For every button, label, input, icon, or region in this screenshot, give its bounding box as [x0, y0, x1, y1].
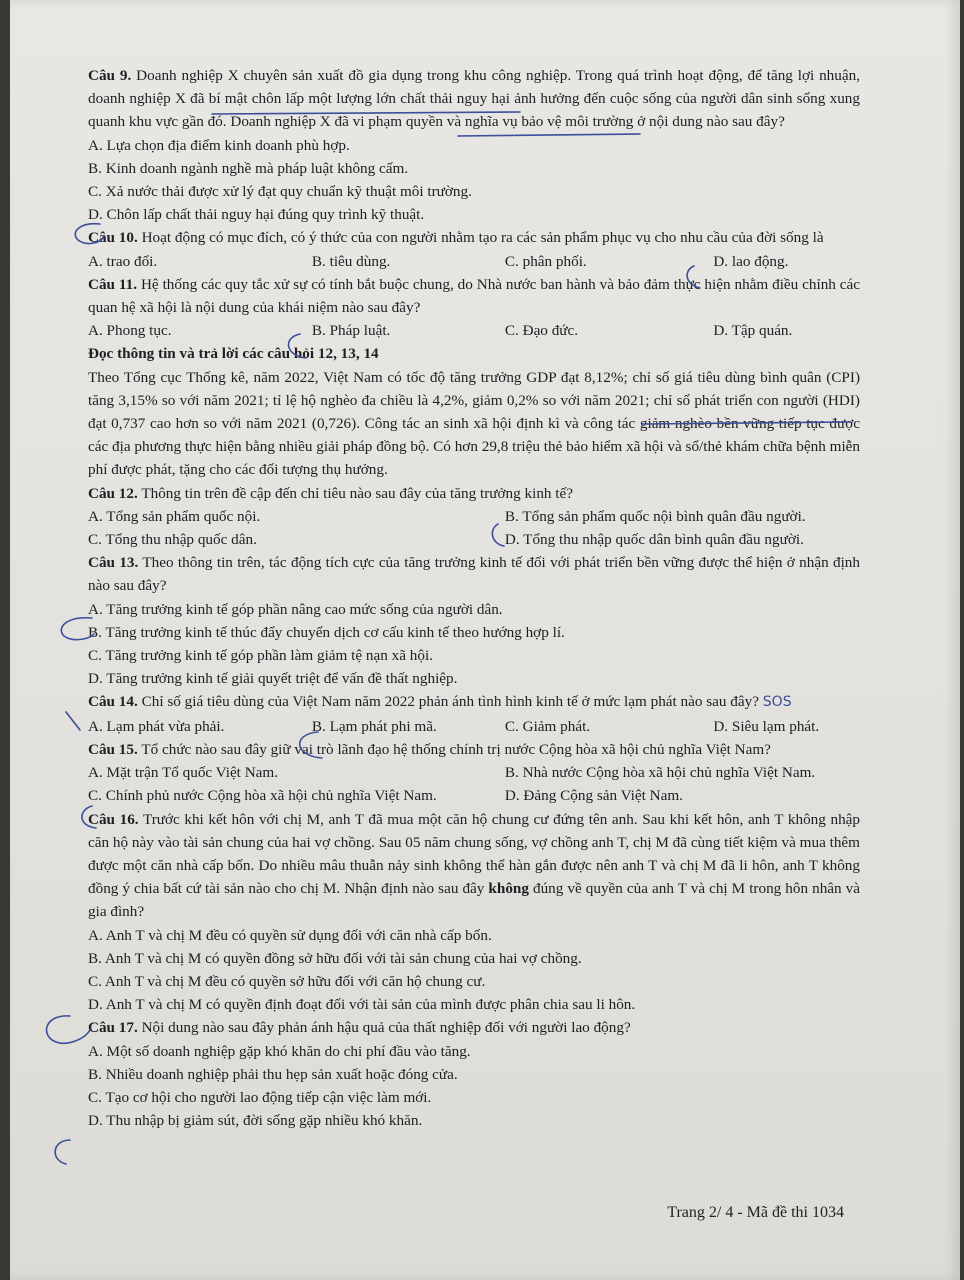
q11-option-d: D. Tập quán.: [713, 322, 793, 340]
question-stem: Chỉ số giá tiêu dùng của Việt Nam năm 2022 phản ánh tình hình kinh tế ở mức lạm phát nào sau đây?: [141, 693, 759, 711]
q15-option-d: D. Đảng Cộng sản Việt Nam.: [504, 787, 683, 805]
q13-option-d: D. Tăng trưởng kinh tế giải quyết triệt để vấn đề thất nghiệp.: [88, 670, 458, 688]
question-13: [88, 551, 860, 597]
q17-option-a: A. Một số doanh nghiệp gặp khó khăn do chi phí đầu vào tăng.: [88, 1042, 471, 1060]
q16-option-c: C. Anh T và chị M đều có quyền sở hữu đối với căn hộ chung cư.: [88, 972, 486, 990]
q10-options: [88, 250, 860, 273]
question-label: Câu 12.: [88, 484, 138, 502]
q14-options: [88, 715, 860, 738]
q10-option-a: A. trao đổi.: [88, 252, 158, 270]
question-label: Câu 15.: [88, 740, 138, 758]
exam-content: [88, 64, 860, 1132]
question-stem: Nội dung nào sau đây phản ánh hậu quả của thất nghiệp đối với người lao động?: [141, 1019, 631, 1037]
q11-option-c: C. Đạo đức.: [504, 322, 579, 340]
q15-option-b: B. Nhà nước Cộng hòa xã hội chủ nghĩa Việt Nam.: [504, 764, 816, 782]
q10-option-d: D. lao động.: [713, 252, 789, 270]
q14-option-c: C. Giảm phát.: [504, 717, 591, 735]
question-label: Câu 11.: [88, 275, 138, 293]
question-10: [88, 226, 860, 249]
question-stem: Trước khi kết hôn với chị M, anh T đã mua một căn hộ chung cư đứng tên anh. Sau khi kết hôn, anh T không nhập căn hộ này vào tài sản chung của hai vợ chồng. Sau 05 năm chung sống, vợ chồng anh T, chị M đã cùng tiết kiệm và mua thêm được một căn nhà cấp bốn. Do nhiều mâu thuẫn nảy sinh không thể hàn gắn được nên anh T và chị M đã li hôn, anh T không đồng ý chia bất cứ tài sản nào cho chị M. Nhận định nào sau đây: [88, 810, 860, 898]
q9-option-a: A. Lựa chọn địa điểm kinh doanh phù hợp.: [88, 136, 350, 154]
q14-option-d: D. Siêu lạm phát.: [713, 717, 820, 735]
question-label: Câu 9.: [88, 67, 132, 84]
question-label: Câu 16.: [88, 810, 139, 828]
question-stem: Tổ chức nào sau đây giữ vai trò lãnh đạo hệ thống chính trị nước Cộng hòa xã hội chủ nghĩa Việt Nam?: [141, 740, 771, 758]
q12-option-c: C. Tổng thu nhập quốc dân.: [88, 531, 257, 549]
q10-option-b: B. tiêu dùng.: [311, 252, 391, 270]
q10-option-c: C. phân phối.: [504, 252, 587, 270]
q15-option-a: A. Mặt trận Tổ quốc Việt Nam.: [88, 764, 279, 782]
q12-options: [88, 505, 860, 551]
q13-option-a: A. Tăng trưởng kinh tế góp phần nâng cao mức sống của người dân.: [88, 600, 503, 618]
q16-option-d: D. Anh T và chị M có quyền định đoạt đối với tài sản của mình được phân chia sau li hôn.: [88, 996, 636, 1014]
q15-options: [88, 761, 860, 807]
q14-option-a: A. Lạm phát vừa phải.: [88, 717, 225, 735]
question-label: Câu 17.: [88, 1019, 138, 1037]
question-stem-emphasis: không: [488, 880, 529, 898]
question-15: [88, 738, 860, 761]
q11-options: [88, 319, 860, 342]
question-11: [88, 273, 860, 319]
q12-option-d: D. Tổng thu nhập quốc dân bình quân đầu người.: [504, 531, 804, 549]
q16-option-a: A. Anh T và chị M đều có quyền sử dụng đối với căn nhà cấp bốn.: [88, 926, 492, 944]
question-12: [88, 482, 860, 505]
q11-option-a: A. Phong tục.: [88, 322, 172, 340]
question-stem: Doanh nghiệp X chuyên sản xuất đồ gia dụng trong khu công nghiệp. Trong quá trình hoạt động, để tăng lợi nhuận, doanh nghiệp X đã bí mật chôn lấp một lượng lớn chất thải nguy hại ảnh hưởng đến cuộc sống của người dân sinh sống xung quanh khu vực gần đó. Doanh nghiệp X đã vi phạm quyền và nghĩa vụ bảo vệ môi trường ở nội dung nào sau đây?: [88, 67, 861, 131]
q12-option-a: A. Tổng sản phẩm quốc nội.: [88, 507, 261, 525]
question-17: [88, 1016, 860, 1039]
page-footer: Trang 2/ 4 - Mã đề thi 1034: [667, 1204, 844, 1221]
q17-option-c: C. Tạo cơ hội cho người lao động tiếp cận việc làm mới.: [88, 1088, 432, 1106]
q12-option-b: B. Tổng sản phẩm quốc nội bình quân đầu người.: [504, 507, 806, 525]
q13-option-c: C. Tăng trưởng kinh tế góp phần làm giảm tệ nạn xã hội.: [88, 647, 433, 665]
question-stem: Hệ thống các quy tắc xử sự có tính bắt buộc chung, do Nhà nước ban hành và bảo đảm thực hiện nhằm điều chỉnh các quan hệ xã hội là nội dung của khái niệm nào sau đây?: [88, 275, 861, 317]
q15-option-c: C. Chính phủ nước Cộng hòa xã hội chủ nghĩa Việt Nam.: [88, 787, 437, 805]
question-stem: Thông tin trên đề cập đến chỉ tiêu nào sau đây của tăng trưởng kinh tế?: [141, 484, 574, 502]
question-14: [88, 690, 860, 714]
q13-option-b: B. Tăng trưởng kinh tế thúc đẩy chuyển dịch cơ cấu kinh tế theo hướng hợp lí.: [88, 623, 565, 641]
question-label: Câu 10.: [88, 229, 138, 247]
q16-option-b: B. Anh T và chị M có quyền đồng sở hữu đối với tài sản chung của hai vợ chồng.: [88, 949, 582, 967]
question-label: Câu 14.: [88, 693, 138, 711]
q17-option-d: D. Thu nhập bị giảm sút, đời sống gặp nhiều khó khăn.: [88, 1112, 423, 1130]
question-label: Câu 13.: [88, 554, 139, 572]
q17-option-b: B. Nhiều doanh nghiệp phải thu hẹp sản xuất hoặc đóng cửa.: [88, 1065, 458, 1083]
q11-option-b: B. Pháp luật.: [311, 322, 391, 340]
handwritten-note: SOS: [762, 694, 792, 711]
q9-option-c: C. Xả nước thải được xử lý đạt quy chuẩn kỹ thuật môi trường.: [88, 183, 472, 201]
q9-option-b: B. Kinh doanh ngành nghề mà pháp luật không cấm.: [88, 159, 409, 177]
reading-passage: Theo Tổng cục Thống kê, năm 2022, Việt Nam có tốc độ tăng trưởng GDP đạt 8,12%; chỉ số giá tiêu dùng bình quân (CPI) tăng 3,15% so với năm 2021; tỉ lệ hộ nghèo đa chiều là 4,2%, giảm 0,2% so với năm 2021; chỉ số phát triển con người (HDI) đạt 0,737 cao hơn so với năm 2021 (0,726). Công tác an sinh xã hội định kì và công tác giảm nghèo bền vững tiếp tục được các địa phương thực hiện bằng nhiều giải pháp đồng bộ. Có hơn 29,8 triệu thẻ bảo hiểm xã hội và sổ/thẻ khám chữa bệnh miễn phí được phát, tặng cho các đối tượng thụ hưởng.: [88, 368, 860, 479]
q14-option-b: B. Lạm phát phi mã.: [311, 717, 437, 735]
question-stem: Hoạt động có mục đích, có ý thức của con người nhằm tạo ra các sản phẩm phục vụ cho nhu cầu của đời sống là: [141, 229, 824, 247]
reading-heading: Đọc thông tin và trả lời các câu hỏi 12, 13, 14: [88, 345, 379, 363]
question-stem: Theo thông tin trên, tác động tích cực của tăng trưởng kinh tế đối với phát triển bền vững được thể hiện ở nhận định nào sau đây?: [88, 554, 860, 595]
question-stem-end: đúng về quyền của anh T và chị M trong hôn nhân và gia đình?: [88, 880, 860, 921]
question-9: [88, 64, 860, 134]
q9-option-d: D. Chôn lấp chất thải nguy hại đúng quy trình kỹ thuật.: [88, 206, 425, 224]
question-16: [88, 808, 860, 924]
exam-page: [10, 0, 960, 1280]
